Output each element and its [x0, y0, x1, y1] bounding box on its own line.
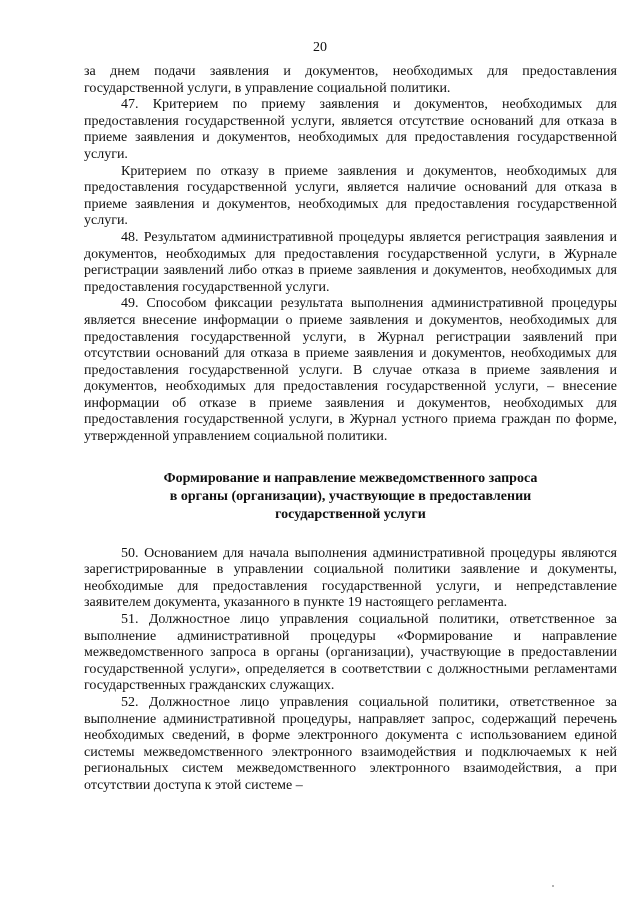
paragraph-47-refusal-criterion: Критерием по отказу в приеме заявления и документов, необходимых для предоставления государственной услуги, является наличие оснований для отказа в приеме заявления и документов, необходимых для предоставления государственной услуги. [84, 163, 617, 229]
paragraph-52: 52. Должностное лицо управления социальной политики, ответственное за выполнение административной процедуры, направляет запрос, содержащий перечень необходимых сведений, в форме электронного документа с использованием единой системы межведомственного электронного взаимодействия и подключаемых к ней региональных систем межведомственного электронного взаимодействия, а при отсутствии доступа к этой системе – [84, 695, 617, 793]
section-heading [84, 470, 617, 524]
page-number: 20 [313, 40, 327, 55]
section-heading-line-1: Формирование и направление межведомственного запроса [163, 470, 538, 486]
paragraph-48: 48. Результатом административной процедуры является регистрация заявления и документов, необходимых для предоставления государственной услуги, в Журнале регистрации заявлений либо отказ в приеме заявления и документов, необходимых для предоставления государственной услуги. [84, 229, 617, 295]
section-heading-line-3: государственной услуги [275, 506, 426, 522]
paragraph-49: 49. Способом фиксации результата выполнения административной процедуры является внесение информации о приеме заявления и документов, необходимых для предоставления государственной услуги, в Журнал регистрации заявлений при отсутствии оснований для отказа в приеме заявления и документов, необходимых для предоставления государственной услуги. В случае отказа в приеме заявления и документов, необходимых для предоставления государственной услуги, – внесение информации об отказе в приеме заявления и документов, необходимых для предоставления государственной услуги, в Журнал устного приема граждан по форме, утвержденной управлением социальной политики. [84, 296, 617, 445]
section-heading-line-2: в органы (организации), участвующие в предоставлении [169, 488, 532, 504]
paragraph-47: 47. Критерием по приему заявления и документов, необходимых для предоставления государственной услуги, является отсутствие оснований для отказа в приеме заявления и документов, необходимых для предоставления государственной услуги. [84, 97, 617, 162]
paragraph-continuation: за днем подачи заявления и документов, необходимых для предоставления государственной услуги, в управление социальной политики. [84, 64, 617, 96]
scan-speck [552, 885, 554, 887]
paragraph-50: 50. Основанием для начала выполнения административной процедуры являются зарегистрированные в управлении социальной политики заявление и документы, необходимые для предоставления государственной услуги, и непредставление заявителем документа, указанного в пункте 19 настоящего регламента. [84, 545, 617, 611]
document-body [84, 64, 617, 795]
paragraph-51: 51. Должностное лицо управления социальной политики, ответственное за выполнение административной процедуры «Формирование и направление межведомственного запроса в органы (организации), участвующие в предоставлении государственной услуги», определяется в соответствии с должностными регламентами государственных гражданских служащих. [84, 612, 617, 694]
